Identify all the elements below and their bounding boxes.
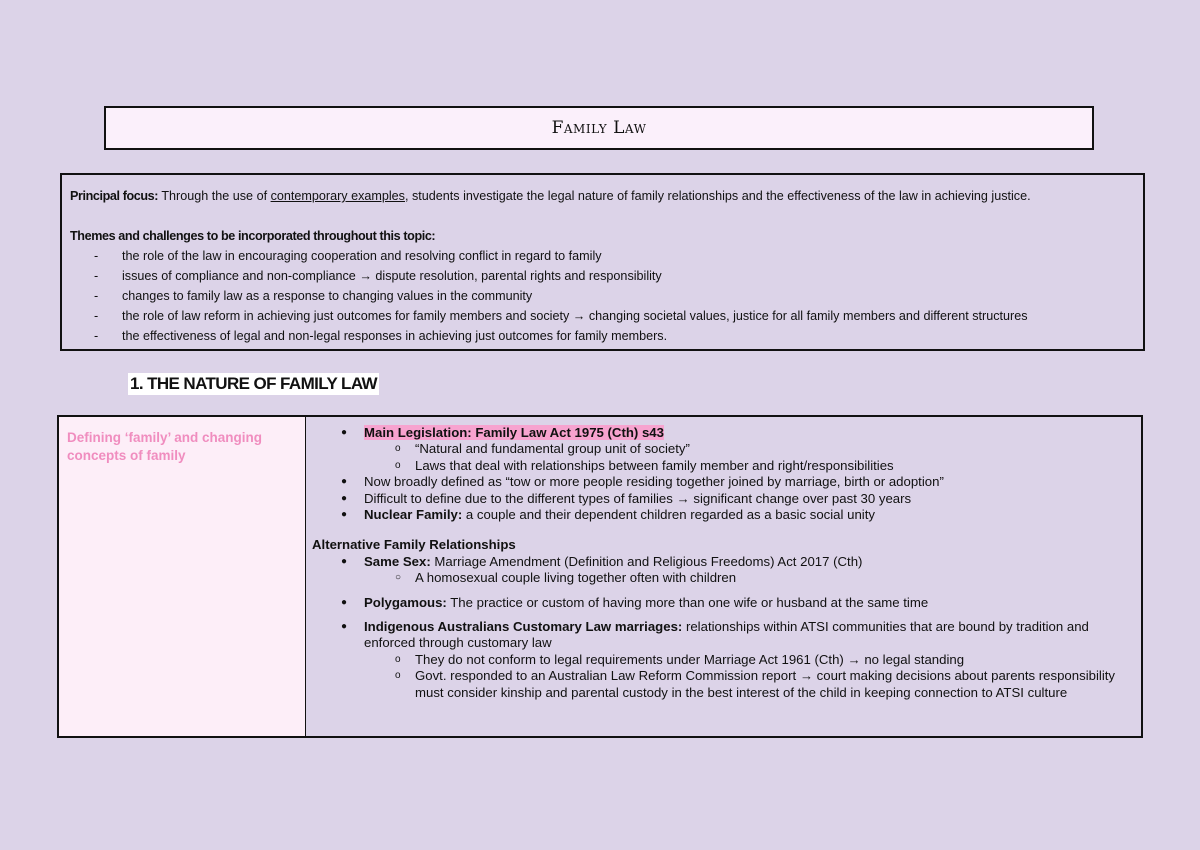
bullet-icon: ● xyxy=(341,476,348,488)
list-item: ● Polygamous: The practice or custom of having more than one wife or husband at the same time xyxy=(341,594,929,610)
page-title: Family Law xyxy=(551,118,647,138)
circle-bullet-icon: o xyxy=(395,459,401,471)
bullet-icon: ● xyxy=(341,427,348,438)
list-item: o They do not conform to legal requirements under Marriage Act 1961 (Cth) → no legal standing xyxy=(395,651,965,667)
bullet-icon: ● xyxy=(341,492,348,504)
principal-text-after: , students investigate the legal nature of family relationships and the effectiveness of the law in achieving justice. xyxy=(404,189,1031,203)
list-item: o “Natural and fundamental group unit of society” xyxy=(395,441,690,457)
topic-cell xyxy=(59,417,306,736)
topic-heading: Defining ‘family’ and changing concepts of family xyxy=(67,430,263,463)
section-heading: 1. THE NATURE OF FAMILY LAW xyxy=(130,374,378,393)
circle-bullet-icon: o xyxy=(395,653,401,665)
title-box xyxy=(104,106,1094,150)
contemporary-examples-link: contemporary examples xyxy=(270,189,405,203)
content-cell xyxy=(306,417,1141,736)
list-item xyxy=(312,425,1135,441)
list-item: ● Nuclear Family: a couple and their dependent children regarded as a basic social unity xyxy=(341,507,875,523)
list-item: - the role of law reform in achieving just outcomes for family members and society → changing societal values, justice for all family members and different structures xyxy=(94,309,1028,323)
nature-of-family-law-table xyxy=(57,415,1143,738)
principal-focus-paragraph xyxy=(70,186,1135,206)
list-item: ● Difficult to define due to the different types of families → significant change over past 30 years xyxy=(341,490,912,506)
themes-label: Themes and challenges to be incorporated throughout this topic: xyxy=(70,229,436,243)
list-item: - changes to family law as a response to changing values in the community xyxy=(94,289,533,303)
list-item: - the role of the law in encouraging cooperation and resolving conflict in regard to family xyxy=(94,249,602,263)
list-item: ○ A homosexual couple living together often with children xyxy=(395,570,737,586)
bullet-icon: ● xyxy=(341,621,348,633)
circle-bullet-icon: o xyxy=(395,670,401,682)
list-item: o Govt. responded to an Australian Law Reform Commission report → court making decisions about parents responsibility must consider kinship and parental custody in the best interest of the child in keeping connection to ATSI culture xyxy=(395,668,1116,700)
list-item: ● Same Sex: Marriage Amendment (Definition and Religious Freedoms) Act 2017 (Cth) xyxy=(341,553,863,569)
list-item: - the effectiveness of legal and non-legal responses in achieving just outcomes for family members. xyxy=(94,329,668,343)
principal-focus-label: Principal focus: xyxy=(70,189,159,203)
bullet-icon: ● xyxy=(341,509,348,521)
themes-list xyxy=(70,246,1135,346)
list-item: ● Now broadly defined as “tow or more people residing together joined by marriage, birth or adoption” xyxy=(341,474,944,490)
circle-bullet-icon: o xyxy=(395,443,401,455)
principal-text-before: Through the use of xyxy=(158,189,271,203)
list-item: ● Indigenous Australians Customary Law marriages: relationships within ATSI communities that are bound by tradition and enforced through customary law xyxy=(341,619,1089,651)
bullet-icon: ● xyxy=(341,555,348,567)
principal-focus-box xyxy=(60,173,1145,351)
alternative-relationships-heading: Alternative Family Relationships xyxy=(312,537,516,553)
list-item: - issues of compliance and non-compliance → dispute resolution, parental rights and responsibility xyxy=(94,269,662,283)
main-legislation: Main Legislation: Family Law Act 1975 (Cth) s43 xyxy=(364,425,664,440)
list-item: o Laws that deal with relationships between family member and right/responsibilities xyxy=(395,457,894,473)
bullet-icon: ● xyxy=(341,596,348,608)
circle-bullet-icon: ○ xyxy=(395,572,402,584)
